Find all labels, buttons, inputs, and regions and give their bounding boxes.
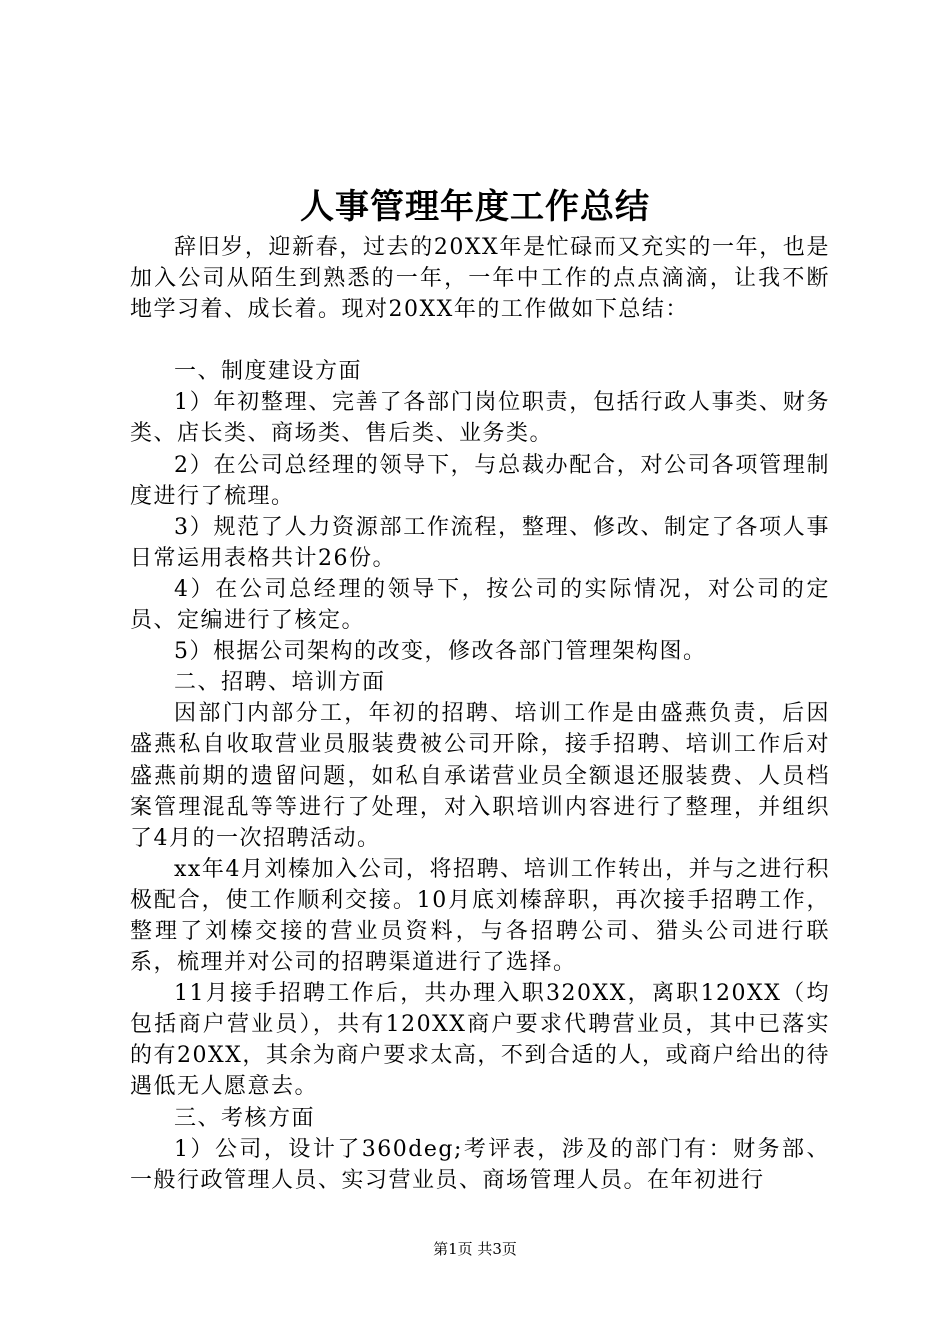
page-footer: 第1页 共3页	[433, 1240, 517, 1258]
section-heading-system: 一、制度建设方面	[174, 359, 363, 385]
recruitment-paragraph-1: 因部门内部分工，年初的招聘、培训工作是由盛燕负责，后因盛燕私自收取营业员服装费被公司开除，接手招聘、培训工作后对盛燕前期的遗留问题，如私自承诺营业员全额退还服装费、人员档案管理混乱等等进行了处理，对入职培训内容进行了整理，并组织了4月的一次招聘活动。	[130, 701, 830, 851]
assessment-paragraph-1: 1）公司，设计了360deg;考评表，涉及的部门有：财务部、一般行政管理人员、实习营业员、商场管理人员。在年初进行	[130, 1136, 830, 1193]
list-item-2: 2）在公司总经理的领导下，与总裁办配合，对公司各项管理制度进行了梳理。	[130, 452, 830, 509]
list-item-3: 3）规范了人力资源部工作流程，整理、修改、制定了各项人事日常运用表格共计26份。	[130, 514, 830, 571]
recruitment-paragraph-3: 11月接手招聘工作后，共办理入职320XX，离职120XX（均包括商户营业员），共有120XX商户要求代聘营业员，其中已落实的有20XX，其余为商户要求太高，不到合适的人，或商户给出的待遇低无人愿意去。	[130, 981, 830, 1100]
document-title: 人事管理年度工作总结	[300, 187, 650, 227]
document-body	[130, 232, 830, 1196]
list-item-1: 1）年初整理、完善了各部门岗位职责，包括行政人事类、财务类、店长类、商场类、售后类、业务类。	[130, 390, 830, 447]
paragraph-gap	[130, 325, 830, 356]
section-heading-assessment: 三、考核方面	[174, 1105, 316, 1131]
section-heading-recruitment: 二、招聘、培训方面	[174, 670, 386, 696]
recruitment-paragraph-2: xx年4月刘榛加入公司，将招聘、培训工作转出，并与之进行积极配合，使工作顺利交接。10月底刘榛辞职，再次接手招聘工作，整理了刘榛交接的营业员资料，与各招聘公司、猎头公司进行联系，梳理并对公司的招聘渠道进行了选择。	[130, 856, 830, 976]
intro-paragraph: 辞旧岁，迎新春，过去的20XX年是忙碌而又充实的一年，也是加入公司从陌生到熟悉的一年，一年中工作的点点滴滴，让我不断地学习着、成长着。现对20XX年的工作做如下总结：	[130, 235, 830, 323]
list-item-4: 4）在公司总经理的领导下，按公司的实际情况，对公司的定员、定编进行了核定。	[130, 576, 830, 634]
list-item-5: 5）根据公司架构的改变，修改各部门管理架构图。	[174, 639, 707, 665]
